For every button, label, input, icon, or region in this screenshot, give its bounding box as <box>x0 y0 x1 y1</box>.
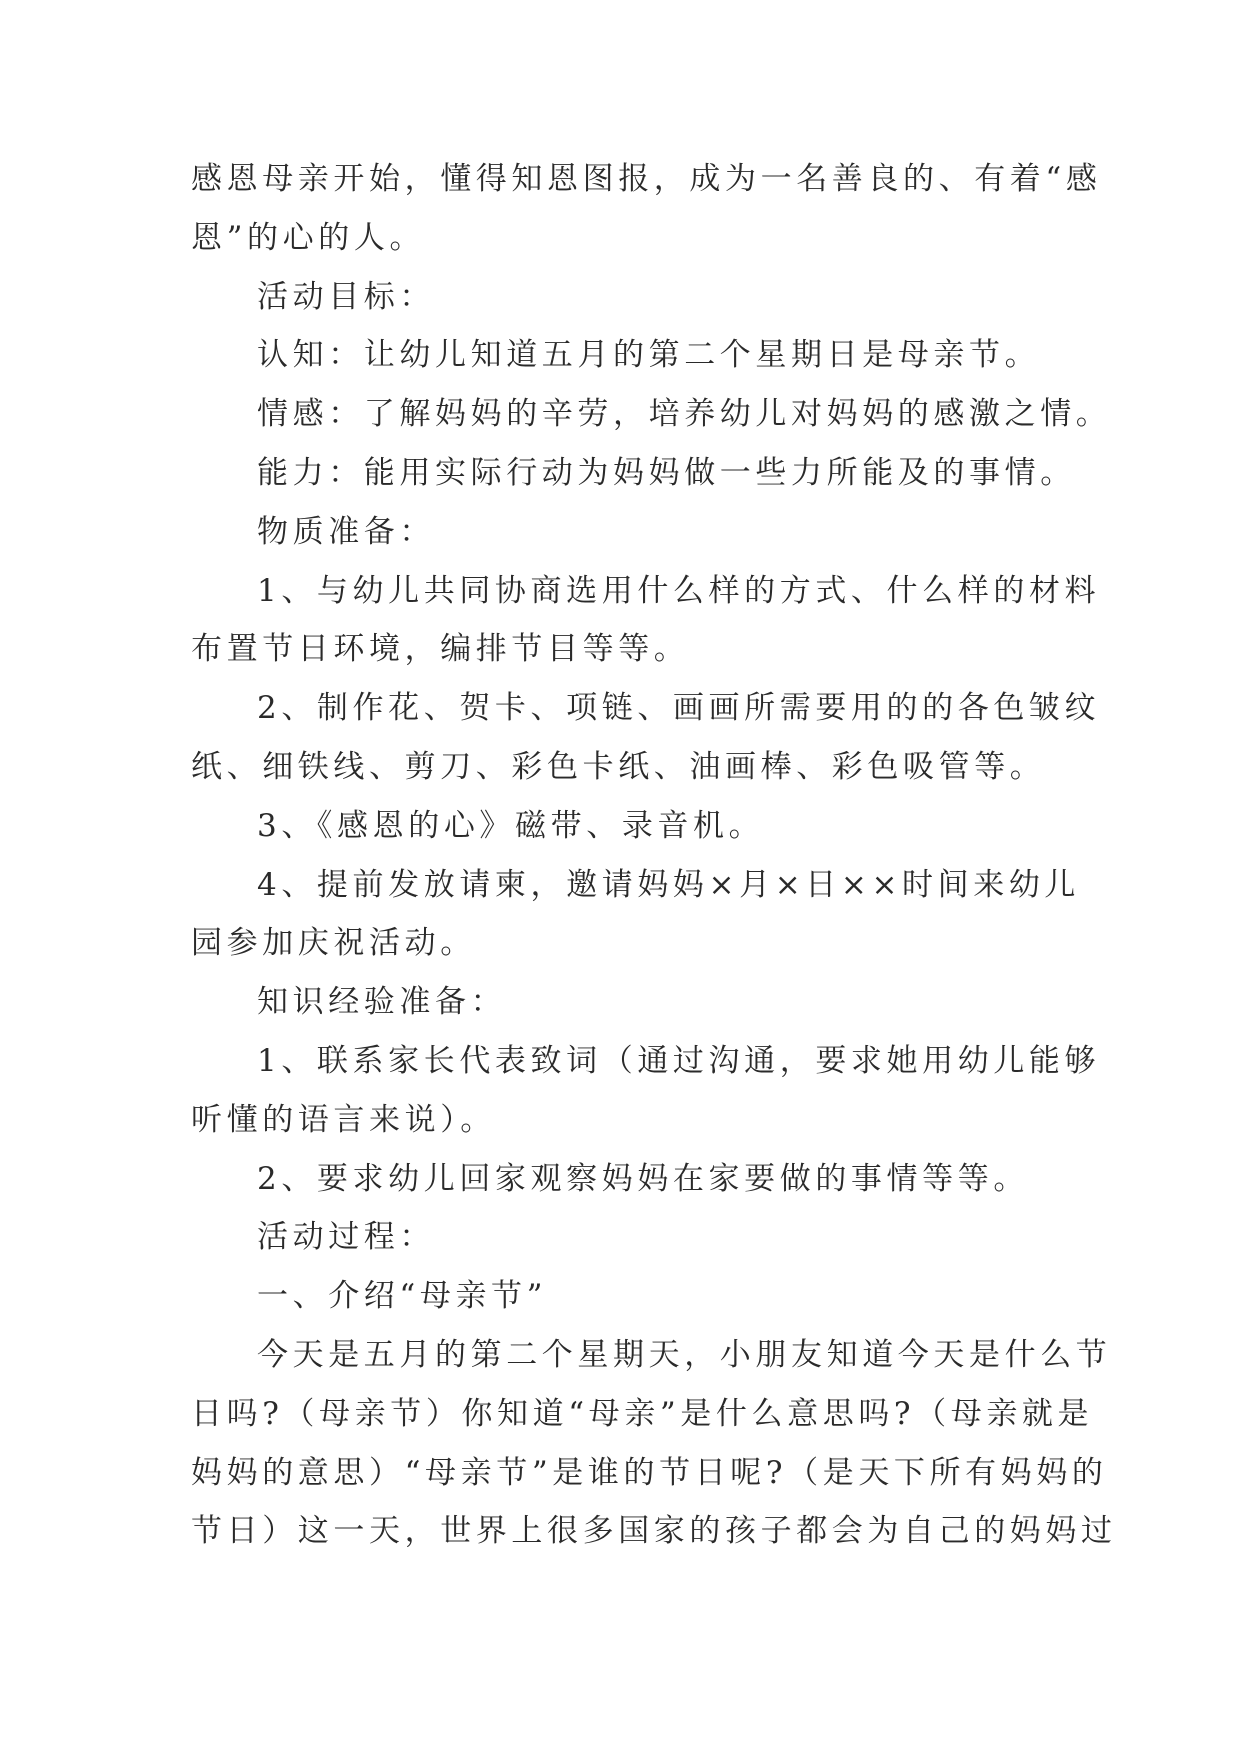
paragraph-line: 活动过程： <box>257 1219 435 1256</box>
paragraph-line: 1、联系家长代表致词（通过沟通，要求她用幼儿能够 <box>257 1042 1101 1079</box>
paragraph-line: 今天是五月的第二个星期天，小朋友知道今天是什么节 <box>257 1336 1112 1373</box>
paragraph-line: 布置节日环境，编排节目等等。 <box>191 631 690 668</box>
paragraph-line: 知识经验准备： <box>257 984 507 1021</box>
paragraph-line: 认知：让幼儿知道五月的第二个星期日是母亲节。 <box>257 337 1041 374</box>
paragraph-line: 活动目标： <box>257 278 435 315</box>
paragraph-line: 3、《感恩的心》磁带、录音机。 <box>257 807 765 844</box>
paragraph-line: 园参加庆祝活动。 <box>191 925 476 962</box>
paragraph-line: 2、要求幼儿回家观察妈妈在家要做的事情等等。 <box>257 1160 1029 1197</box>
paragraph-line: 恩”的心的人。 <box>191 219 426 256</box>
document-body <box>191 150 1117 1561</box>
paragraph-line: 4、提前发放请柬，邀请妈妈×月×日××时间来幼儿 <box>257 866 1081 903</box>
paragraph-line: 情感：了解妈妈的辛劳，培养幼儿对妈妈的感激之情。 <box>257 396 1112 433</box>
paragraph-line: 感恩母亲开始，懂得知恩图报，成为一名善良的、有着“感 <box>191 161 1102 197</box>
paragraph-line: 日吗?（母亲节）你知道“母亲”是什么意思吗?（母亲就是 <box>191 1395 1094 1432</box>
paragraph-line: 听懂的语言来说）。 <box>191 1101 496 1138</box>
paragraph-line: 妈妈的意思）“母亲节”是谁的节日呢?（是天下所有妈妈的 <box>191 1454 1108 1491</box>
paragraph-line: 物质准备： <box>257 513 435 550</box>
paragraph-line: 能力：能用实际行动为妈妈做一些力所能及的事情。 <box>257 454 1076 491</box>
paragraph-line: 节日）这一天，世界上很多国家的孩子都会为自己的妈妈过 <box>191 1513 1117 1550</box>
paragraph-line: 纸、细铁线、剪刀、彩色卡纸、油画棒、彩色吸管等。 <box>191 748 1046 785</box>
paragraph-line: 一、介绍“母亲节” <box>257 1278 548 1315</box>
paragraph-line: 2、制作花、贺卡、项链、画画所需要用的的各色皱纹 <box>257 690 1101 727</box>
paragraph-line: 1、与幼儿共同协商选用什么样的方式、什么样的材料 <box>257 572 1101 609</box>
